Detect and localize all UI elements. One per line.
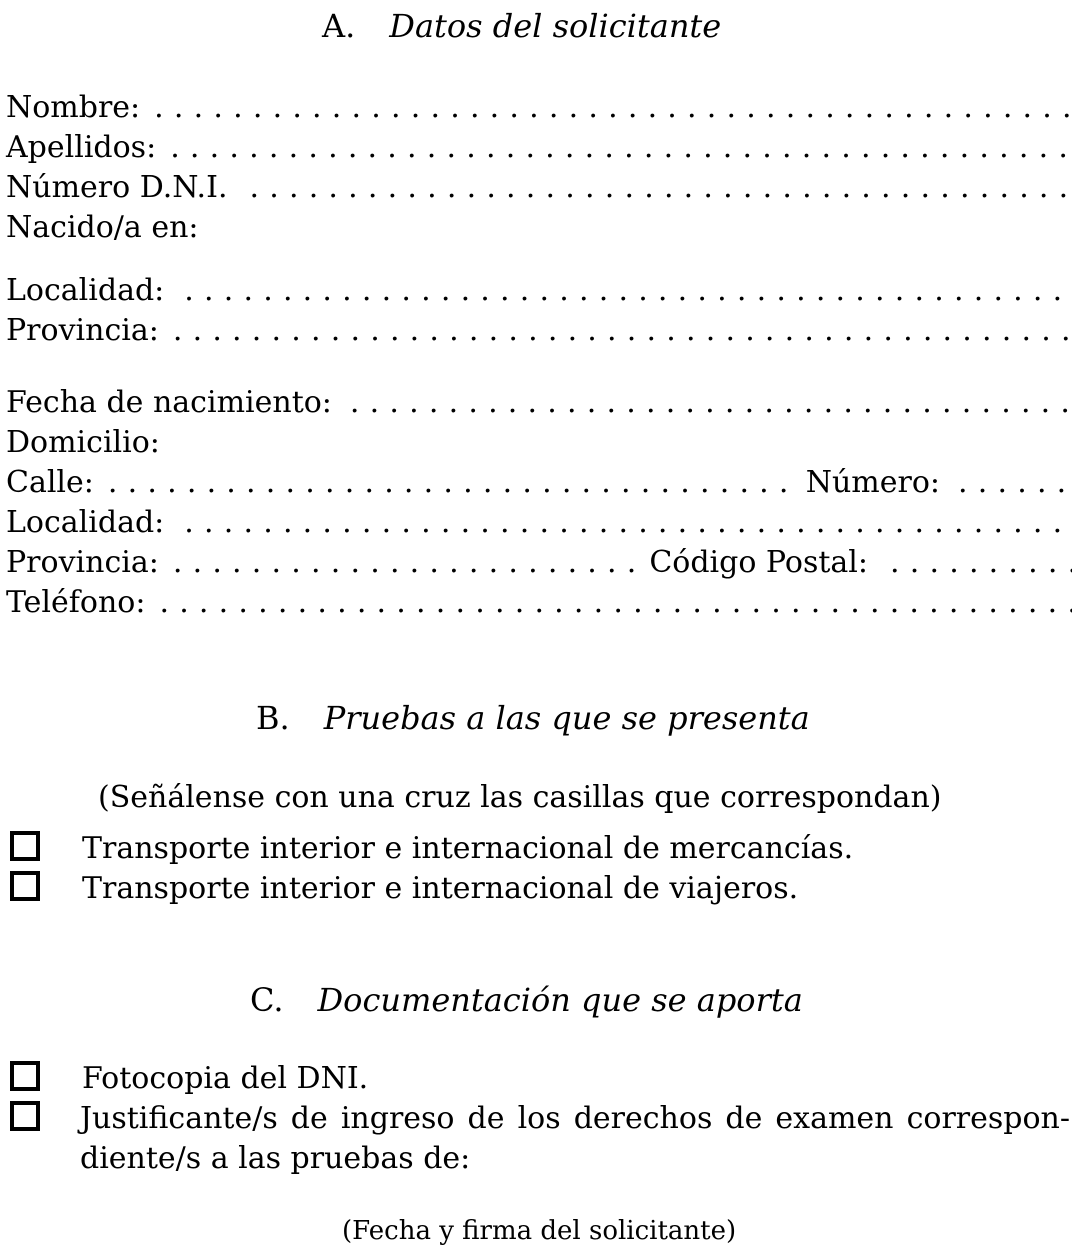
field-nombre[interactable] xyxy=(6,88,1072,128)
field-calle[interactable] xyxy=(6,463,1072,503)
field-localidad-domicilio[interactable] xyxy=(6,503,1072,543)
fill-line-provincia-nacimiento[interactable] xyxy=(173,311,1072,351)
option-fotocopia-dni-label: Fotocopia del DNI. xyxy=(82,1061,369,1096)
label-localidad-domicilio: Localidad: xyxy=(6,505,165,540)
option-justificante-line-2: diente/s a las pruebas de: xyxy=(80,1141,471,1176)
fill-line-nombre[interactable] xyxy=(154,88,1072,128)
field-nacido xyxy=(6,208,1072,248)
fill-line-localidad-domicilio[interactable] xyxy=(184,503,1072,543)
section-b-title: Pruebas a las que se presenta xyxy=(323,699,810,737)
field-provincia-domicilio[interactable] xyxy=(6,543,1072,583)
section-c-heading xyxy=(250,980,803,1020)
fill-line-numero[interactable] xyxy=(958,463,1072,503)
section-a-heading xyxy=(322,6,721,46)
label-dni: Número D.N.I. xyxy=(6,170,228,205)
label-nacido: Nacido/a en: xyxy=(6,210,199,245)
field-apellidos[interactable] xyxy=(6,128,1072,168)
checkbox-icon[interactable] xyxy=(10,1061,40,1091)
fill-line-apellidos[interactable] xyxy=(170,128,1072,168)
option-mercancias[interactable] xyxy=(10,829,853,869)
fill-line-fecha-nacimiento[interactable] xyxy=(350,383,1072,423)
field-localidad-nacimiento[interactable] xyxy=(6,271,1072,311)
fill-line-localidad-nacimiento[interactable] xyxy=(184,271,1072,311)
option-viajeros-label: Transporte interior e internacional de viajeros. xyxy=(82,871,799,906)
option-fotocopia-dni[interactable] xyxy=(10,1059,368,1099)
label-apellidos: Apellidos: xyxy=(6,130,157,165)
option-justificante-label xyxy=(80,1099,1070,1179)
section-c-title: Documentación que se aporta xyxy=(317,981,803,1019)
fill-line-provincia-domicilio[interactable] xyxy=(173,543,637,583)
checkbox-icon[interactable] xyxy=(10,1101,40,1131)
option-justificante[interactable] xyxy=(10,1099,82,1131)
label-telefono: Teléfono: xyxy=(6,585,146,620)
signature-note: (Fecha y firma del solicitante) xyxy=(342,1216,737,1246)
field-provincia-nacimiento[interactable] xyxy=(6,311,1072,351)
section-b-heading xyxy=(256,698,810,738)
checkbox-icon[interactable] xyxy=(10,831,40,861)
label-provincia-nacimiento: Provincia: xyxy=(6,313,159,348)
label-calle: Calle: xyxy=(6,465,94,500)
field-telefono[interactable] xyxy=(6,583,1072,623)
checkbox-icon[interactable] xyxy=(10,871,40,901)
label-fecha-nacimiento: Fecha de nacimiento: xyxy=(6,385,332,420)
section-a-letter: A. xyxy=(322,7,356,45)
label-nombre: Nombre: xyxy=(6,90,141,125)
section-b-letter: B. xyxy=(256,699,290,737)
option-mercancias-label: Transporte interior e internacional de mercancías. xyxy=(82,831,854,866)
fill-line-telefono[interactable] xyxy=(159,583,1072,623)
fill-line-calle[interactable] xyxy=(108,463,794,503)
section-c-letter: C. xyxy=(250,981,284,1019)
label-numero: Número: xyxy=(805,465,940,500)
label-codigo-postal: Código Postal: xyxy=(649,545,868,580)
option-justificante-line-1: Justificante/s de ingreso de los derechos de examen correspon- xyxy=(80,1101,1070,1136)
option-viajeros[interactable] xyxy=(10,869,798,909)
fill-line-dni[interactable] xyxy=(249,168,1072,208)
field-dni[interactable] xyxy=(6,168,1072,208)
label-provincia-domicilio: Provincia: xyxy=(6,545,159,580)
section-b-instruction: (Señálense con una cruz las casillas que correspondan) xyxy=(98,780,942,815)
label-localidad-nacimiento: Localidad: xyxy=(6,273,165,308)
field-domicilio xyxy=(6,423,1072,463)
section-a-title: Datos del solicitante xyxy=(389,7,722,45)
label-domicilio: Domicilio: xyxy=(6,425,160,460)
fill-line-codigo-postal[interactable] xyxy=(890,543,1072,583)
field-fecha-nacimiento[interactable] xyxy=(6,383,1072,423)
